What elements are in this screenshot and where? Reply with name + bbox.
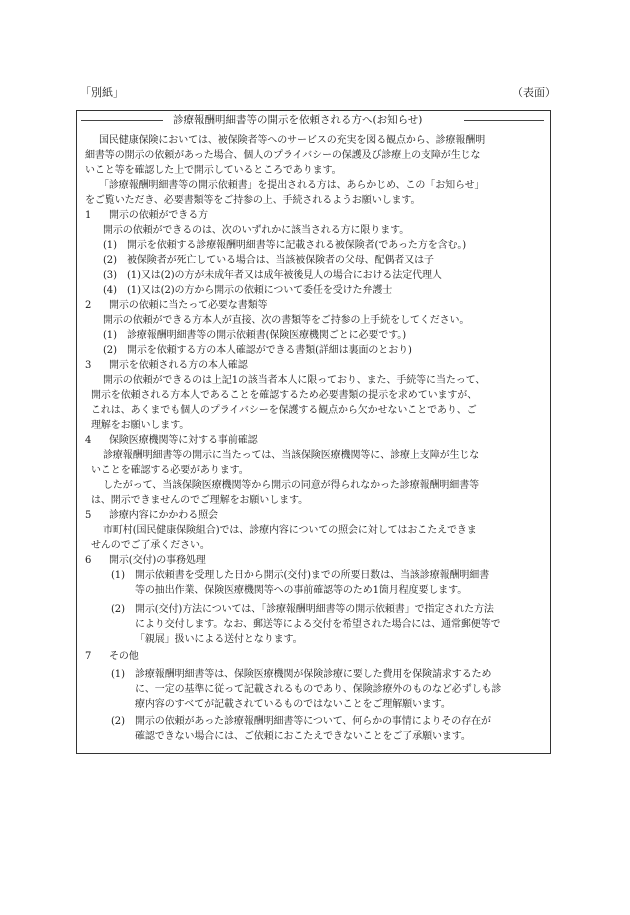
list-item: (1) 診療報酬明細書等は、保険医療機関が保険診療に要した費用を保険請求するため bbox=[111, 669, 492, 680]
list-item: (1) 開示を依頼する診療報酬明細書等に記載される被保険者(であった方を含む。) bbox=[103, 240, 467, 251]
list-item: (1) 開示依頼書を受理した日から開示(交付)までの所要日数は、当該診療報酬明細書 bbox=[111, 570, 490, 581]
notice-title bbox=[77, 111, 550, 129]
section-body-line: 開示の依頼ができるのは上記1の該当者本人に限っており、また、手続等に当たって、 bbox=[103, 375, 486, 386]
list-item: (1) 診療報酬明細書等の開示依頼書(保険医療機関ごとに必要です。) bbox=[103, 330, 407, 341]
intro-line: 国民健康保険においては、被保険者等へのサービスの充実を図る観点から、診療報酬明 bbox=[99, 135, 486, 146]
section-heading-2: 2 開示の依頼に当たって必要な書類等 bbox=[85, 300, 268, 311]
list-item-continued: に、一定の基準に従って記載されるものであり、保険診療外のものなど必ずしも診 bbox=[135, 684, 502, 695]
section-heading-3: 3 開示を依頼される方の本人確認 bbox=[85, 360, 248, 371]
section-body-line: 市町村(国民健康保険組合)では、診療内容についての照会に対してはおこたえできま bbox=[103, 525, 477, 536]
annex-label: 「別紙」 bbox=[80, 86, 124, 99]
section-body-line: 開示の依頼ができる方本人が直接、次の書類等をご持参の上手続をしてください。 bbox=[103, 315, 470, 326]
list-item: (2) 被保険者が死亡している場合は、当該被保険者の父母、配偶者又は子 bbox=[103, 255, 434, 266]
list-item-continued: により交付します。なお、郵送等による交付を希望された場合には、通常郵便等で bbox=[135, 619, 501, 630]
list-item-continued: 療内容のすべてが記載されているものではないことをご理解願います。 bbox=[135, 699, 451, 710]
section-body-line: せんのでご了承ください。 bbox=[91, 540, 210, 551]
section-heading-5: 5 診療内容にかかわる照会 bbox=[85, 510, 218, 521]
section-heading-6: 6 開示(交付)の事務処理 bbox=[85, 555, 206, 566]
section-heading-4: 4 保険医療機関等に対する事前確認 bbox=[85, 435, 258, 446]
section-body-line: したがって、当該保険医療機関等から開示の同意が得られなかった診療報酬明細書等 bbox=[103, 480, 479, 491]
list-item: (4) (1)又は(2)の方から開示の依頼について委任を受けた弁護士 bbox=[103, 285, 393, 296]
section-heading-1: 1 開示の依頼ができる方 bbox=[85, 210, 208, 221]
section-body-line: は、開示できませんのでご理解をお願いします。 bbox=[91, 495, 308, 506]
section-body-line: これは、あくまでも個人のプライバシーを保護する観点から欠かせないことであり、ご bbox=[91, 405, 477, 416]
intro-line: 「診療報酬明細書等の開示依頼書」を提出される方は、あらかじめ、この「お知らせ」 bbox=[99, 180, 485, 191]
list-item-continued: 確認できない場合には、ご依頼におこたえできないことをご了承願います。 bbox=[135, 731, 471, 742]
title-rule-right bbox=[464, 120, 544, 121]
intro-line: 細書等の開示の依頼があった場合、個人のプライバシーの保護及び診療上の支障が生じな bbox=[85, 150, 481, 161]
list-item: (2) 開示の依頼があった診療報酬明細書等について、何らかの事情によりその存在が bbox=[111, 716, 491, 727]
intro-line: いこと等を確認した上で開示しているところであります。 bbox=[85, 165, 342, 176]
section-heading-7: 7 その他 bbox=[85, 651, 139, 662]
intro-line: をご覧いただき、必要書類等をご持参の上、手続されるようお願いします。 bbox=[85, 195, 421, 206]
list-item-continued: 「親展」扱いによる送付となります。 bbox=[135, 634, 303, 645]
notice-title-text: 診療報酬明細書等の開示を依頼される方へ(お知らせ) bbox=[173, 114, 423, 126]
list-item-continued: 等の抽出作業、保険医療機関等への事前確認等のため1箇月程度要します。 bbox=[135, 585, 468, 596]
section-body-line: 診療報酬明細書等の開示に当たっては、当該保険医療機関等に、診療上支障が生じな bbox=[103, 450, 480, 461]
list-item: (2) 開示(交付)方法については、「診療報酬明細書等の開示依頼書」で指定された方法 bbox=[111, 604, 494, 615]
section-body-line: いことを確認する必要があります。 bbox=[91, 465, 249, 476]
front-side-label: （表面） bbox=[512, 86, 556, 99]
title-rule-left bbox=[81, 120, 163, 121]
section-body-line: 理解をお願いします。 bbox=[91, 420, 190, 431]
section-body-line: 開示を依頼される方本人であることを確認するため必要書類の提示を求めていますが、 bbox=[91, 390, 478, 401]
list-item: (2) 開示を依頼する方の本人確認ができる書類(詳細は裏面のとおり) bbox=[103, 345, 412, 356]
section-body-line: 開示の依頼ができるのは、次のいずれかに該当される方に限ります。 bbox=[103, 225, 410, 236]
notice-frame bbox=[76, 110, 551, 754]
list-item: (3) (1)又は(2)の方が未成年者又は成年被後見人の場合における法定代理人 bbox=[103, 270, 442, 281]
